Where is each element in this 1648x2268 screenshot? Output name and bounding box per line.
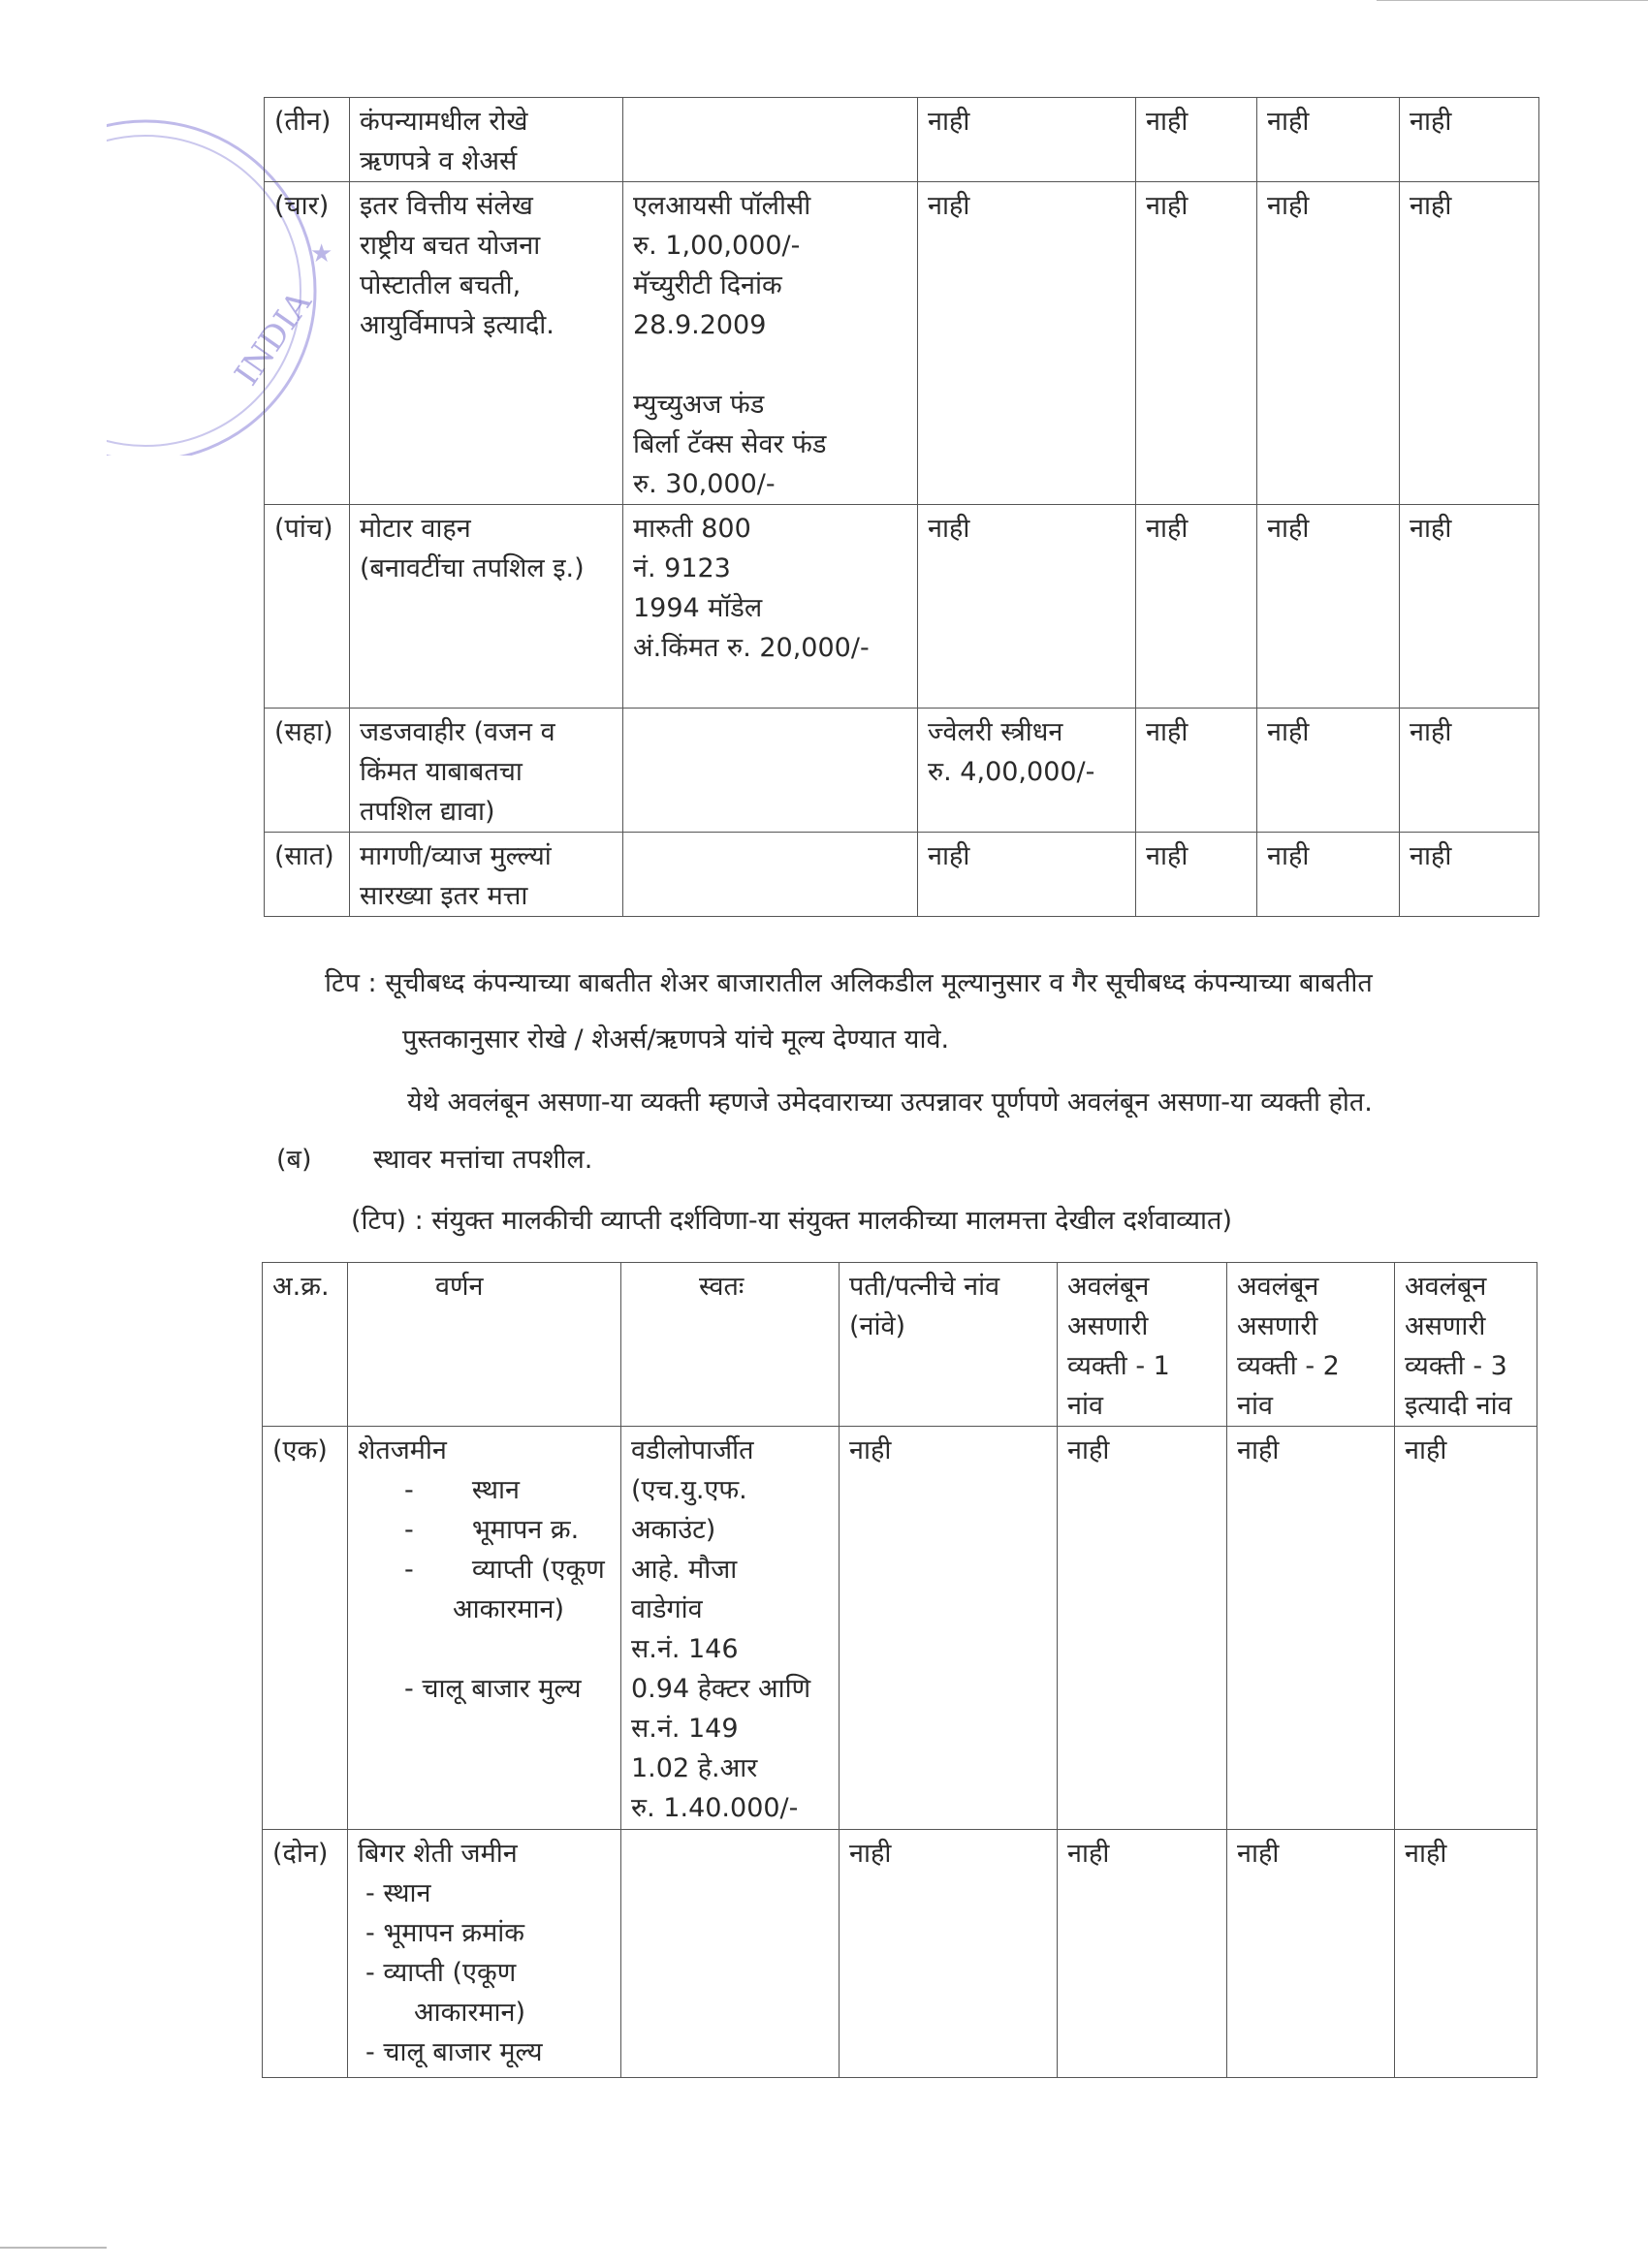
column-header-description: वर्णन — [348, 1263, 621, 1427]
table-row — [265, 709, 1539, 833]
asset-description: कंपन्यामधील रोखे ऋणपत्रे व शेअर्स — [350, 98, 623, 182]
table-row — [263, 1427, 1537, 1830]
self-value — [623, 833, 918, 917]
spouse-value: नाही — [918, 98, 1136, 182]
dependent-note: येथे अवलंबून असणा-या व्यक्ती म्हणजे उमेदवाराच्या उत्पन्नावर पूर्णपणे अवलंबून असणा-या व्यक्ती होत. — [407, 1087, 1373, 1118]
section-b-title: स्थावर मत्तांचा तपशील. — [373, 1145, 593, 1175]
top-edge-line — [1377, 0, 1648, 1]
table-header-row — [263, 1263, 1537, 1427]
asset-subitem: आकारमान) — [414, 1998, 526, 2028]
dependent-3-value: नाही — [1395, 1427, 1537, 1830]
asset-subitem: - भूमापन क्र. — [404, 1515, 580, 1545]
asset-description: मागणी/व्याज मुल्ल्यां सारख्या इतर मत्ता — [350, 833, 623, 917]
dependent-2-value: नाही — [1227, 1830, 1395, 2078]
dependent-1-value: नाही — [1136, 98, 1257, 182]
self-value: मारुती 800 नं. 9123 1994 मॉडेल अं.किंमत रु. 20,000/- — [623, 505, 918, 709]
row-number: (तीन) — [265, 98, 350, 182]
immovable-assets-table — [262, 1262, 1537, 2078]
dependent-2-value: नाही — [1257, 182, 1400, 505]
asset-title: शेतजमीन — [358, 1435, 447, 1465]
self-value — [621, 1830, 840, 2078]
dependent-1-value: नाही — [1058, 1427, 1227, 1830]
asset-subitem: - स्थान — [404, 1475, 521, 1505]
asset-description: मोटार वाहन (बनावटींचा तपशिल इ.) — [350, 505, 623, 709]
column-header-self: स्वतः — [621, 1263, 840, 1427]
dependent-2-value: नाही — [1257, 98, 1400, 182]
column-header-number: अ.क्र. — [263, 1263, 348, 1427]
movable-assets-table — [264, 97, 1539, 917]
self-value: वडीलोपार्जीत (एच.यु.एफ. अकाउंट) आहे. मौजा वाडेगांव स.नं. 146 0.94 हेक्टर आणि स.नं. 149 1.02 हे.आर रु. 1.40.000/- — [621, 1427, 840, 1830]
row-number: (पांच) — [265, 505, 350, 709]
asset-subitem: आकारमान) — [453, 1594, 565, 1624]
section-b-label: (ब) — [276, 1145, 312, 1175]
column-header-dependent-3: अवलंबून असणारी व्यक्ती - 3 इत्यादी नांव — [1395, 1263, 1537, 1427]
asset-subitem: - व्याप्ती (एकूण — [365, 1958, 517, 1988]
spouse-value: ज्वेलरी स्त्रीधन रु. 4,00,000/- — [918, 709, 1136, 833]
spacer — [358, 1629, 611, 1669]
row-number: (एक) — [263, 1427, 348, 1830]
tip-line-1: टिप : सूचीबध्द कंपन्याच्या बाबतीत शेअर बाजारातील अलिकडील मूल्यानुसार व गैर सूचीबध्द कंपन्याच्या बाबतीत — [325, 968, 1373, 998]
dependent-3-value: नाही — [1400, 709, 1539, 833]
asset-subitem: - स्थान — [365, 1878, 431, 1908]
self-value: एलआयसी पॉलीसी रु. 1,00,000/- मॅच्युरीटी दिनांक 28.9.2009 म्युच्युअज फंड बिर्ला टॅक्स सेवर फंड रु. 30,000/- — [623, 182, 918, 505]
asset-description — [348, 1427, 621, 1830]
asset-title: बिगर शेती जमीन — [358, 1839, 518, 1869]
dependent-2-value: नाही — [1257, 505, 1400, 709]
dependent-1-value: नाही — [1058, 1830, 1227, 2078]
dependent-3-value: नाही — [1400, 98, 1539, 182]
column-header-dependent-2: अवलंबून असणारी व्यक्ती - 2 नांव — [1227, 1263, 1395, 1427]
asset-description: जडजवाहीर (वजन व किंमत याबाबतचा तपशिल द्यावा) — [350, 709, 623, 833]
dependent-1-value: नाही — [1136, 833, 1257, 917]
column-header-spouse: पती/पत्नीचे नांव (नांवे) — [840, 1263, 1058, 1427]
table-row — [265, 182, 1539, 505]
dependent-2-value: नाही — [1257, 833, 1400, 917]
row-number: (सहा) — [265, 709, 350, 833]
table-row — [265, 833, 1539, 917]
spouse-value: नाही — [840, 1830, 1058, 2078]
asset-description: इतर वित्तीय संलेख राष्ट्रीय बचत योजना पोस्टातील बचती, आयुर्विमापत्रे इत्यादी. — [350, 182, 623, 505]
row-number: (सात) — [265, 833, 350, 917]
asset-subitem: - भूमापन क्रमांक — [365, 1918, 524, 1948]
dependent-2-value: नाही — [1257, 709, 1400, 833]
self-value — [623, 98, 918, 182]
dependent-2-value: नाही — [1227, 1427, 1395, 1830]
table-row — [263, 1830, 1537, 2078]
asset-subitem: - व्याप्ती (एकूण — [404, 1555, 605, 1585]
spouse-value: नाही — [918, 833, 1136, 917]
dependent-3-value: नाही — [1400, 833, 1539, 917]
stamp-text: INDIA — [227, 284, 320, 394]
dependent-3-value: नाही — [1395, 1830, 1537, 2078]
spouse-value: नाही — [918, 182, 1136, 505]
table-row — [265, 98, 1539, 182]
dependent-1-value: नाही — [1136, 709, 1257, 833]
joint-ownership-note: (टिप) : संयुक्त मालकीची व्याप्ती दर्शविणा-या संयुक्त मालकीच्या मालमत्ता देखील दर्शवाव्यात) — [351, 1206, 1232, 1236]
tip-line-2: पुस्तकानुसार रोखे / शेअर्स/ऋणपत्रे यांचे मूल्य देण्यात यावे. — [402, 1024, 950, 1055]
stamp-star-icon: ★ — [310, 239, 333, 268]
spouse-value: नाही — [918, 505, 1136, 709]
self-value — [623, 709, 918, 833]
asset-subitem-market-value: - चालू बाजार मुल्य — [404, 1674, 582, 1704]
column-header-dependent-1: अवलंबून असणारी व्यक्ती - 1 नांव — [1058, 1263, 1227, 1427]
dependent-1-value: नाही — [1136, 182, 1257, 505]
dependent-3-value: नाही — [1400, 182, 1539, 505]
row-number: (दोन) — [263, 1830, 348, 2078]
bottom-edge-line — [0, 2247, 107, 2249]
spouse-value: नाही — [840, 1427, 1058, 1830]
table-row — [265, 505, 1539, 709]
dependent-3-value: नाही — [1400, 505, 1539, 709]
asset-subitem: - चालू बाजार मूल्य — [365, 2037, 543, 2067]
asset-description — [348, 1830, 621, 2078]
row-number: (चार) — [265, 182, 350, 505]
dependent-1-value: नाही — [1136, 505, 1257, 709]
